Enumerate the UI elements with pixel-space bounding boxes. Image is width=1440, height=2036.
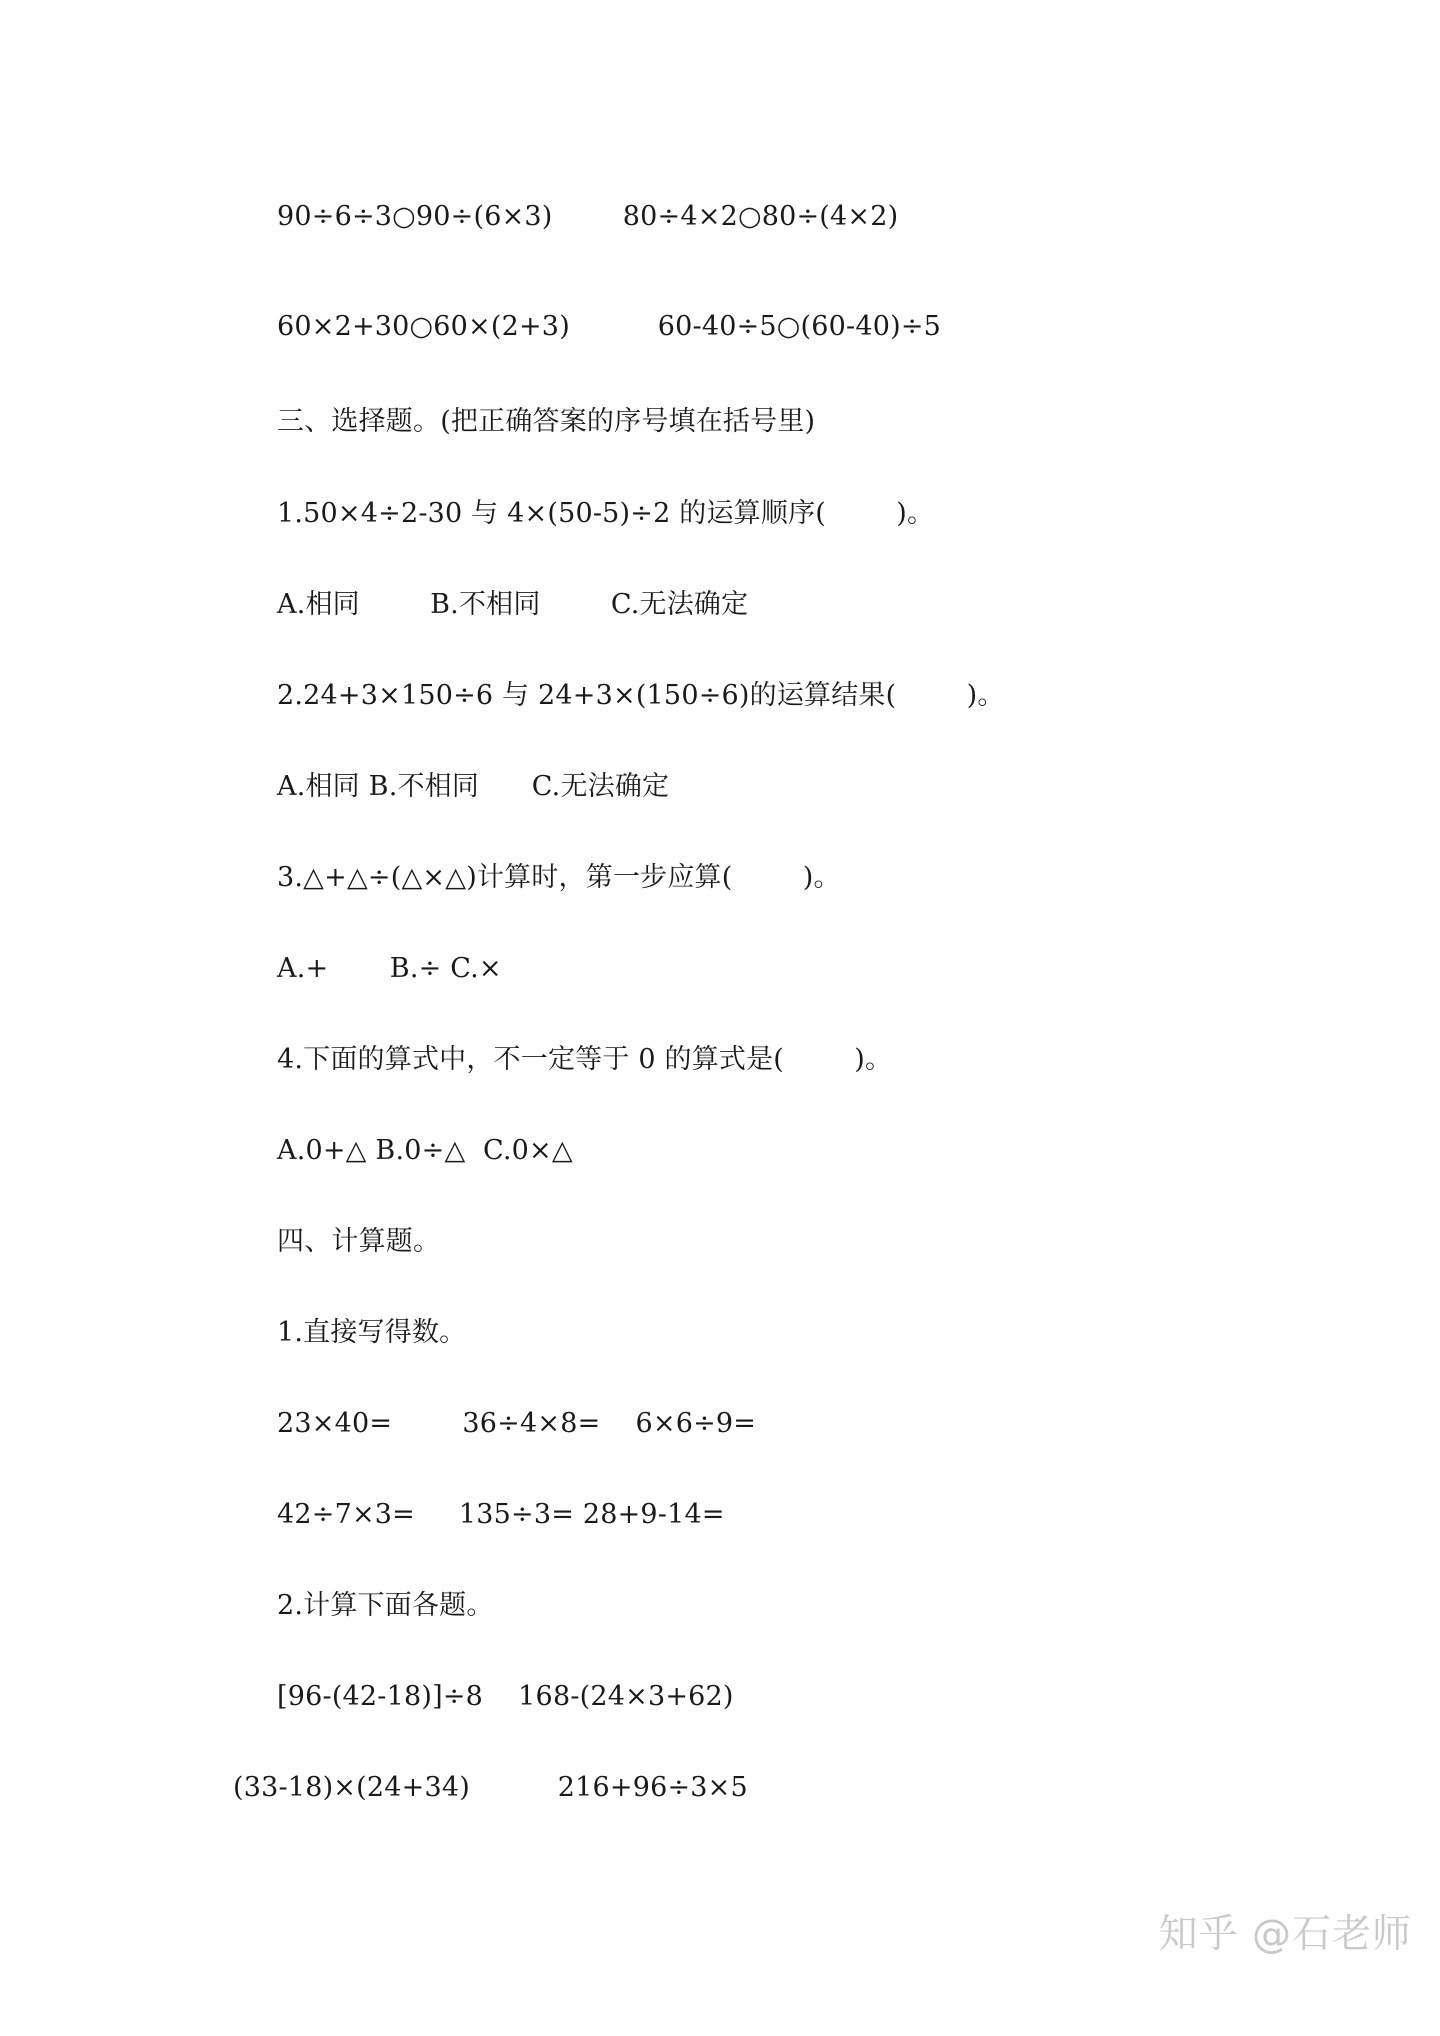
question-1-options: A.相同 B.不相同 C.无法确定 xyxy=(277,589,749,620)
question-3: 3.△+△÷(△×△)计算时，第一步应算( )。 xyxy=(277,862,841,893)
question-2-options: A.相同 B.不相同 C.无法确定 xyxy=(277,771,670,802)
question-2: 2.24+3×150÷6 与 24+3×(150÷6)的运算结果( )。 xyxy=(277,680,1005,711)
subsection-compute: 2.计算下面各题。 xyxy=(277,1590,494,1621)
subsection-direct: 1.直接写得数。 xyxy=(277,1317,467,1348)
question-1: 1.50×4÷2-30 与 4×(50-5)÷2 的运算顺序( )。 xyxy=(277,498,935,529)
compare-line-2: 60×2+30○60×(2+3) 60-40÷5○(60-40)÷5 xyxy=(277,311,942,342)
section-heading-choice: 三、选择题。(把正确答案的序号填在括号里) xyxy=(277,406,816,437)
question-4-options: A.0+△ B.0÷△ C.0×△ xyxy=(277,1135,573,1166)
direct-calc-line-1: 23×40= 36÷4×8= 6×6÷9= xyxy=(277,1408,757,1439)
compute-line-1: [96-(42-18)]÷8 168-(24×3+62) xyxy=(277,1681,734,1712)
compare-line-1: 90÷6÷3○90÷(6×3) 80÷4×2○80÷(4×2) xyxy=(277,201,899,232)
compute-line-2: (33-18)×(24+34) 216+96÷3×5 xyxy=(233,1772,748,1803)
direct-calc-line-2: 42÷7×3= 135÷3= 28+9-14= xyxy=(277,1499,725,1530)
question-4: 4.下面的算式中，不一定等于 0 的算式是( )。 xyxy=(277,1044,893,1075)
question-3-options: A.+ B.÷ C.× xyxy=(277,953,502,984)
watermark: 知乎 @石老师 xyxy=(1158,1912,1412,1957)
section-heading-calc: 四、计算题。 xyxy=(277,1226,441,1257)
